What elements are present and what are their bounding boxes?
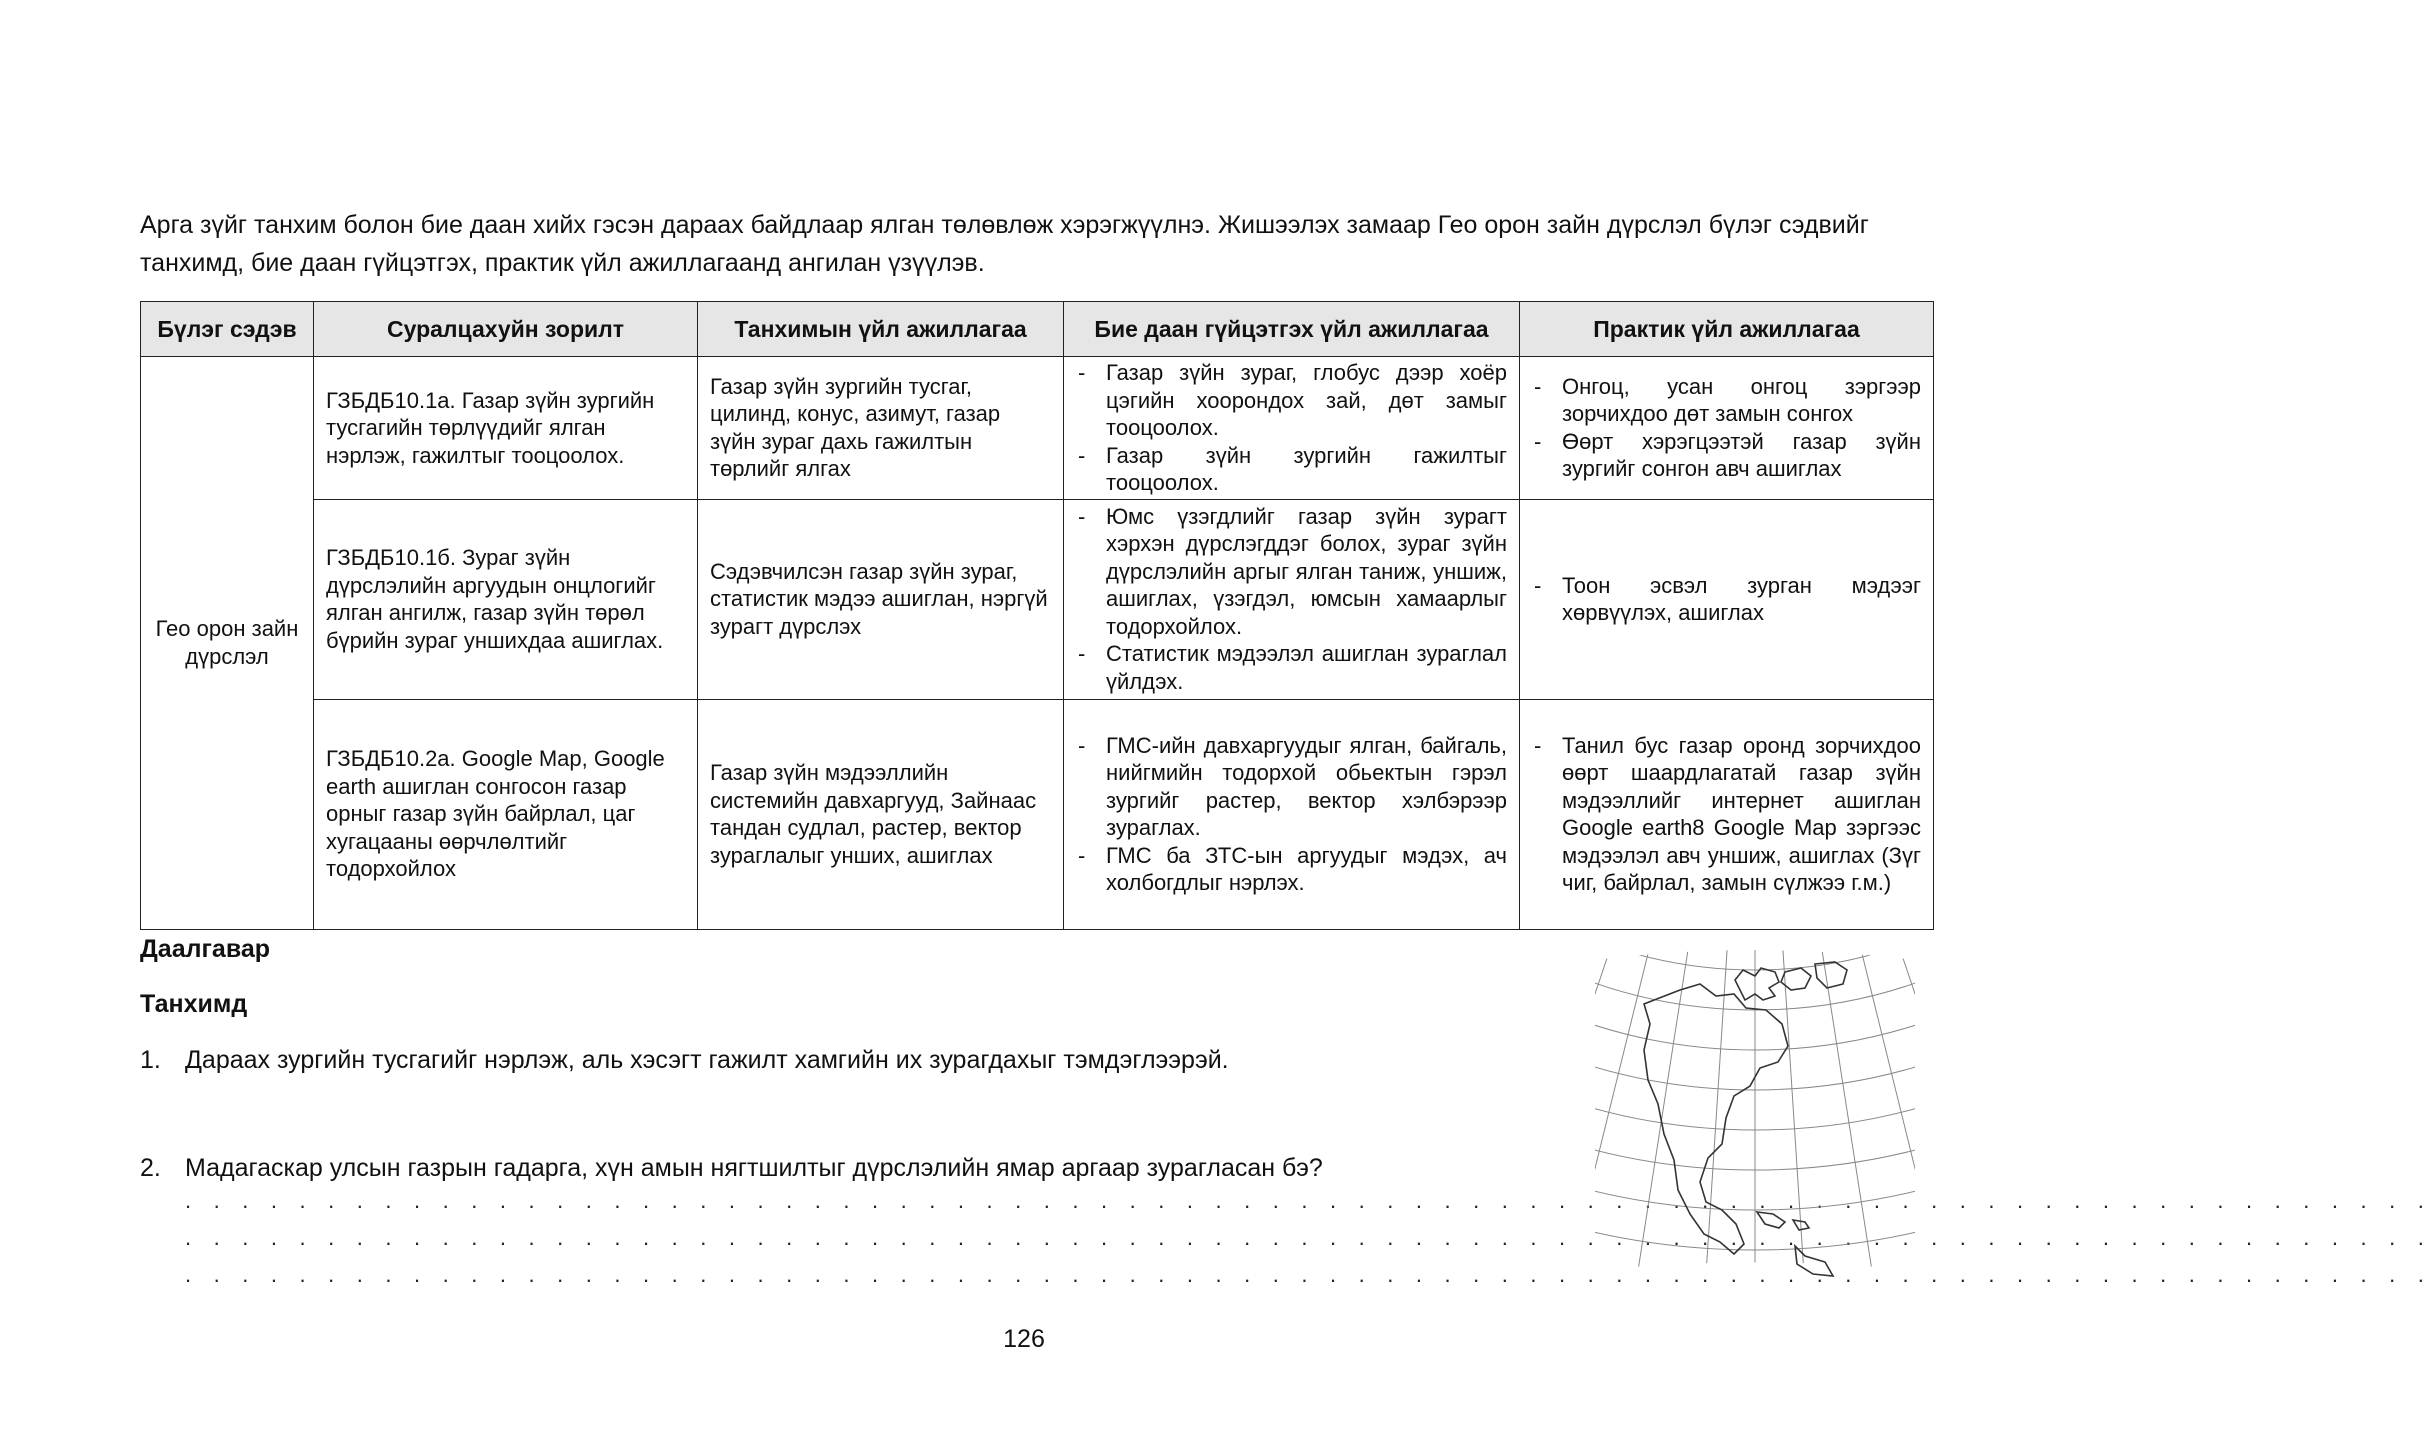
question-text: Мадагаскар улсын газрын гадарга, хүн амын нягтшилтыг дүрслэлийн ямар аргаар зурагласан бэ? — [185, 1154, 1323, 1182]
header-goal: Суралцахуйн зорилт — [314, 302, 698, 357]
task-title: Даалгавар — [140, 935, 271, 963]
list-item: - Танил бус газар оронд зорчихдоо өөрт шаардлагатай газар зүйн мэдээллийг интернет ашиглан Google earth8 Google Map зэргээс мэдээлэл авч уншиж, ашиглах (Зүг чиг, байрлал, замын сүлжээ г.м.) — [1532, 732, 1921, 897]
class-activity-cell: Сэдэвчилсэн газар зүйн зураг, статистик мэдээ ашиглан, нэргүй зурагт дүрслэх — [698, 499, 1064, 699]
header-self-activity: Бие даан гүйцэтгэх үйл ажиллагаа — [1064, 302, 1520, 357]
topic-cell: Гео орон зайн дүрслэл — [141, 357, 314, 930]
question-number: 2. — [140, 1154, 161, 1182]
self-activity-cell — [1064, 699, 1520, 929]
self-activity-cell — [1064, 499, 1520, 699]
goal-cell: ГЗБДБ10.1б. Зураг зүйн дүрслэлийн аргуудын онцлогийг ялган ангилж, газар зүйн төрөл бүрийн зураг уншихдаа ашиглах. — [314, 499, 698, 699]
list-item: - ГМС ба ЗТС-ын аргуудыг мэдэх, ач холбогдлыг нэрлэх. — [1076, 842, 1507, 897]
class-activity-cell: Газар зүйн зургийн тусгаг, цилинд, конус, азимут, газар зүйн зураг дахь гажилтын төрлийг ялгах — [698, 357, 1064, 500]
classroom-subtitle: Танхимд — [140, 990, 248, 1018]
list-item: - Онгоц, усан онгоц зэргээр зорчихдоо дөт замын сонгох — [1532, 373, 1921, 428]
question-text: Дараах зургийн тусгагийг нэрлэж, аль хэсэгт гажилт хамгийн их зурагдахыг тэмдэглээрэй. — [185, 1046, 1229, 1074]
table-header-row — [141, 302, 1934, 357]
table-row — [141, 699, 1934, 929]
question-1 — [140, 1046, 1229, 1075]
list-item: - Өөрт хэрэгцээтэй газар зүйн зургийг сонгон авч ашиглах — [1532, 428, 1921, 483]
header-practice-activity: Практик үйл ажиллагаа — [1520, 302, 1934, 357]
answer-line: . . . . . . . . . . . . . . . . . . . . . . . . . . . . . . . . . . . . . . . . . . . . . . . . . . . . . . . . . . . . . . . . . . . . . . . . . . . . . . . — [185, 1188, 2432, 1213]
list-item: - Статистик мэдээлэл ашиглан зураглал үйлдэх. — [1076, 640, 1507, 695]
class-activity-cell: Газар зүйн мэдээллийн системийн давхаргууд, Зайнаас тандан судлал, растер, вектор зураглалыг унших, ашиглах — [698, 699, 1064, 929]
question-2 — [140, 1154, 1323, 1183]
practice-activity-cell — [1520, 499, 1934, 699]
page-number: 126 — [1003, 1325, 1045, 1353]
list-item: - Газар зүйн зураг, глобус дээр хоёр цэгийн хоорондох зай, дөт замыг тооцоолох. — [1076, 359, 1507, 442]
lesson-plan-table — [140, 301, 1934, 930]
practice-activity-cell — [1520, 699, 1934, 929]
intro-paragraph: Арга зүйг танхим болон бие даан хийх гэсэн дараах байдлаар ялган төлөвлөж хэрэгжүүлнэ. Жишээлэх замаар Гео орон зайн дүрслэл бүлэг сэдвийг танхимд, бие даан гүйцэтгэх, практик үйл ажиллагаанд ангилан үзүүлэв. — [140, 211, 1869, 277]
self-activity-cell — [1064, 357, 1520, 500]
header-topic: Бүлэг сэдэв — [141, 302, 314, 357]
conic-projection-map-icon — [1585, 950, 1925, 1280]
answer-line: . . . . . . . . . . . . . . . . . . . . . . . . . . . . . . . . . . . . . . . . . . . . . . . . . . . . . . . . . . . . . . . . . . . . . . . . . . . . . . . — [185, 1225, 2432, 1250]
list-item: - Тоон эсвэл зурган мэдээг хөрвүүлэх, ашиглах — [1532, 572, 1921, 627]
goal-cell: ГЗБДБ10.2а. Google Map, Google earth ашиглан сонгосон газар орныг газар зүйн байрлал, цаг хугацааны өөрчлөлтийг тодорхойлох — [314, 699, 698, 929]
practice-activity-cell — [1520, 357, 1934, 500]
goal-cell: ГЗБДБ10.1а. Газар зүйн зургийн тусгагийн төрлүүдийг ялган нэрлэж, гажилтыг тооцоолох. — [314, 357, 698, 500]
list-item: - Газар зүйн зургийн гажилтыг тооцоолох. — [1076, 442, 1507, 497]
question-number: 1. — [140, 1046, 161, 1074]
header-class-activity: Танхимын үйл ажиллагаа — [698, 302, 1064, 357]
answer-line: . . . . . . . . . . . . . . . . . . . . . . . . . . . . . . . . . . . . . . . . . . . . . . . . . . . . . . . . . . . . . . . . . . . . . . . . . . . . . . . — [185, 1262, 2432, 1287]
list-item: - Юмс үзэгдлийг газар зүйн зурагт хэрхэн дүрслэгддэг болох, зураг зүйн дүрслэлийн аргыг ялган таниж, уншиж, ашиглах, үзэгдэл, юмсын хамаарлыг тодорхойлох. — [1076, 503, 1507, 641]
list-item: - ГМС-ийн давхаргуудыг ялган, байгаль, нийгмийн тодорхой обьектын гэрэл зургийг растер, вектор хэлбэрээр зураглах. — [1076, 732, 1507, 842]
table-row — [141, 499, 1934, 699]
table-row — [141, 357, 1934, 500]
